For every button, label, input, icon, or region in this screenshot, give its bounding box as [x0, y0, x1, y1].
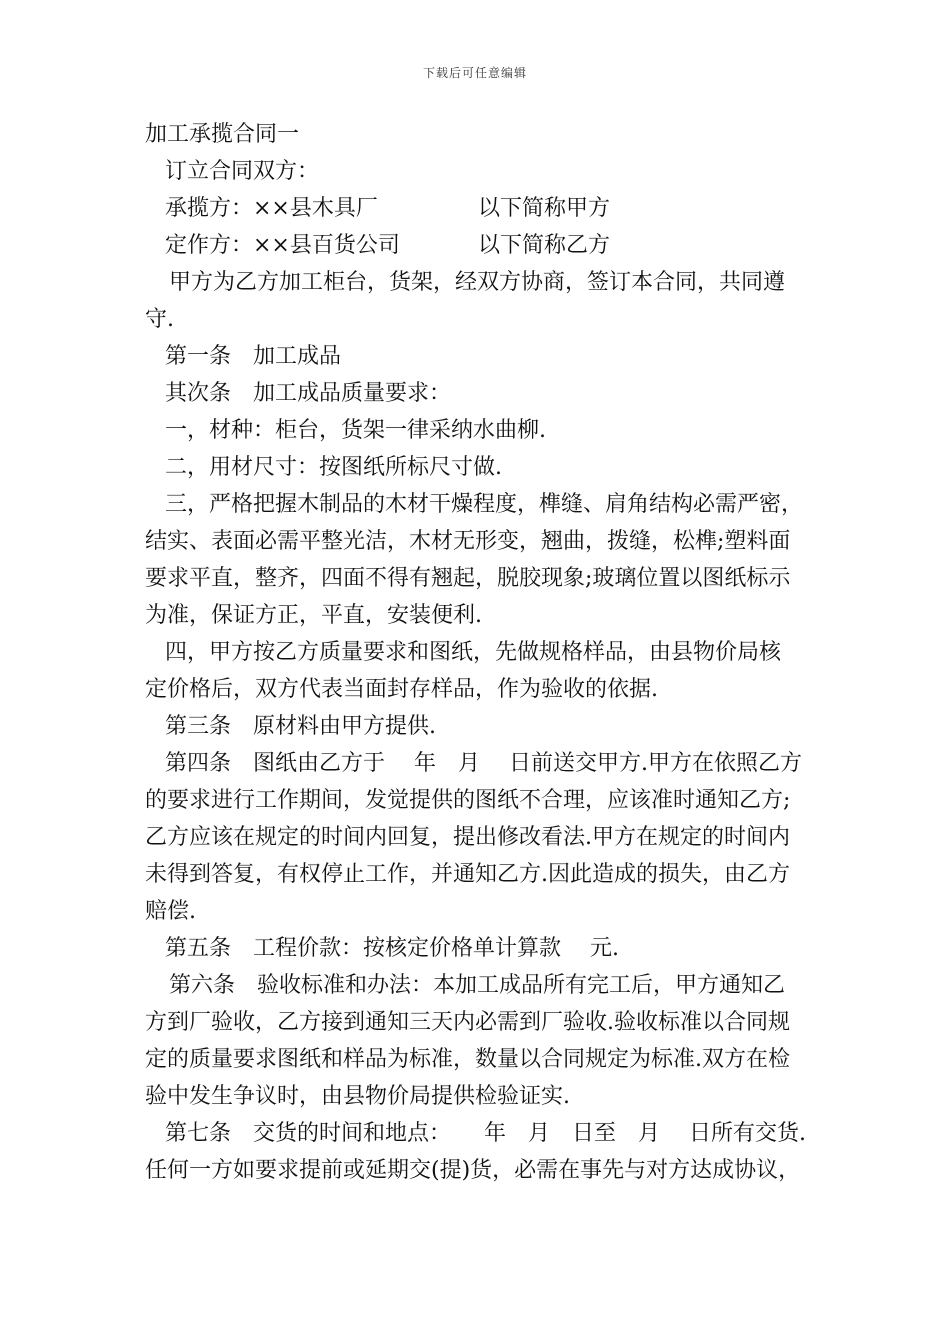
- paragraph-line: 甲方为乙方加工柜台，货架，经双方协商，签订本合同，共同遵: [169, 270, 786, 295]
- paragraph-line: 三，严格把握木制品的木材干燥程度，榫缝、肩角结构必需严密，: [165, 492, 804, 517]
- paragraph-line: 四，甲方按乙方质量要求和图纸，先做规格样品，由县物价局核: [165, 640, 782, 665]
- paragraph-line: 第七条 交货的时间和地点： 年 月 日至 月 日所有交货.: [165, 1121, 806, 1146]
- article-7-paragraph: [145, 1115, 825, 1189]
- document-title: 加工承揽合同一: [145, 122, 300, 147]
- paragraph-line: 定价格后，双方代表当面封存样品，作为验收的依据.: [145, 677, 658, 702]
- paragraph-line: 为准，保证方正，平直，安装便利.: [145, 603, 482, 628]
- parties-heading: 订立合同双方：: [165, 159, 320, 184]
- party-a-label: 承揽方：××县木具厂: [165, 196, 378, 221]
- article-6-paragraph: [145, 967, 825, 1115]
- paragraph-line: 第四条 图纸由乙方于 年 月 日前送交甲方.甲方在依照乙方: [165, 751, 802, 776]
- item-4-paragraph: [145, 634, 825, 708]
- paragraph-line: 方到厂验收，乙方接到通知三天内必需到厂验收.验收标准以合同规: [145, 1010, 790, 1035]
- page-header-note: 下载后可任意编辑: [422, 66, 527, 80]
- document-body: [145, 116, 825, 1189]
- paragraph-line: 守.: [145, 307, 174, 332]
- party-a-row: [145, 190, 825, 227]
- paragraph-line: 赔偿.: [145, 899, 196, 924]
- article-4-paragraph: [145, 745, 825, 930]
- paragraph-line: 定的质量要求图纸和样品为标准，数量以合同规定为标准.双方在检: [145, 1047, 790, 1072]
- paragraph-line: 结实、表面必需平整光洁，木材无形变，翘曲，拨缝，松榫;塑料面: [145, 529, 791, 554]
- item-1: 一，材种：柜台，货架一律采纳水曲柳.: [165, 418, 546, 443]
- item-3-paragraph: [145, 486, 825, 634]
- paragraph-line: 第六条 验收标准和办法：本加工成品所有完工后，甲方通知乙: [169, 973, 786, 998]
- party-b-row: [145, 227, 825, 264]
- paragraph-line: 验中发生争议时，由县物价局提供检验证实.: [145, 1084, 570, 1109]
- article-1: 第一条 加工成品: [165, 344, 342, 369]
- party-b-alias: 以下简称乙方: [478, 233, 611, 258]
- paragraph-line: 未得到答复，有权停止工作，并通知乙方.因此造成的损失，由乙方: [145, 862, 790, 887]
- paragraph-line: 任何一方如要求提前或延期交(提)货，必需在事先与对方达成协议，: [145, 1158, 801, 1183]
- article-5: 第五条 工程价款：按核定价格单计算款 元.: [165, 936, 619, 961]
- article-2: 其次条 加工成品质量要求：: [165, 381, 452, 406]
- intro-paragraph: [145, 264, 825, 338]
- party-a-alias: 以下简称甲方: [478, 196, 611, 221]
- paragraph-line: 要求平直，整齐，四面不得有翘起，脱胶现象;玻璃位置以图纸标示: [145, 566, 791, 591]
- item-2: 二，用材尺寸：按图纸所标尺寸做.: [165, 455, 502, 480]
- paragraph-line: 的要求进行工作期间，发觉提供的图纸不合理，应该准时通知乙方;: [145, 788, 791, 813]
- paragraph-line: 乙方应该在规定的时间内回复，提出修改看法.甲方在规定的时间内: [145, 825, 790, 850]
- article-3: 第三条 原材料由甲方提供.: [165, 714, 436, 739]
- party-b-label: 定作方：××县百货公司: [165, 233, 400, 258]
